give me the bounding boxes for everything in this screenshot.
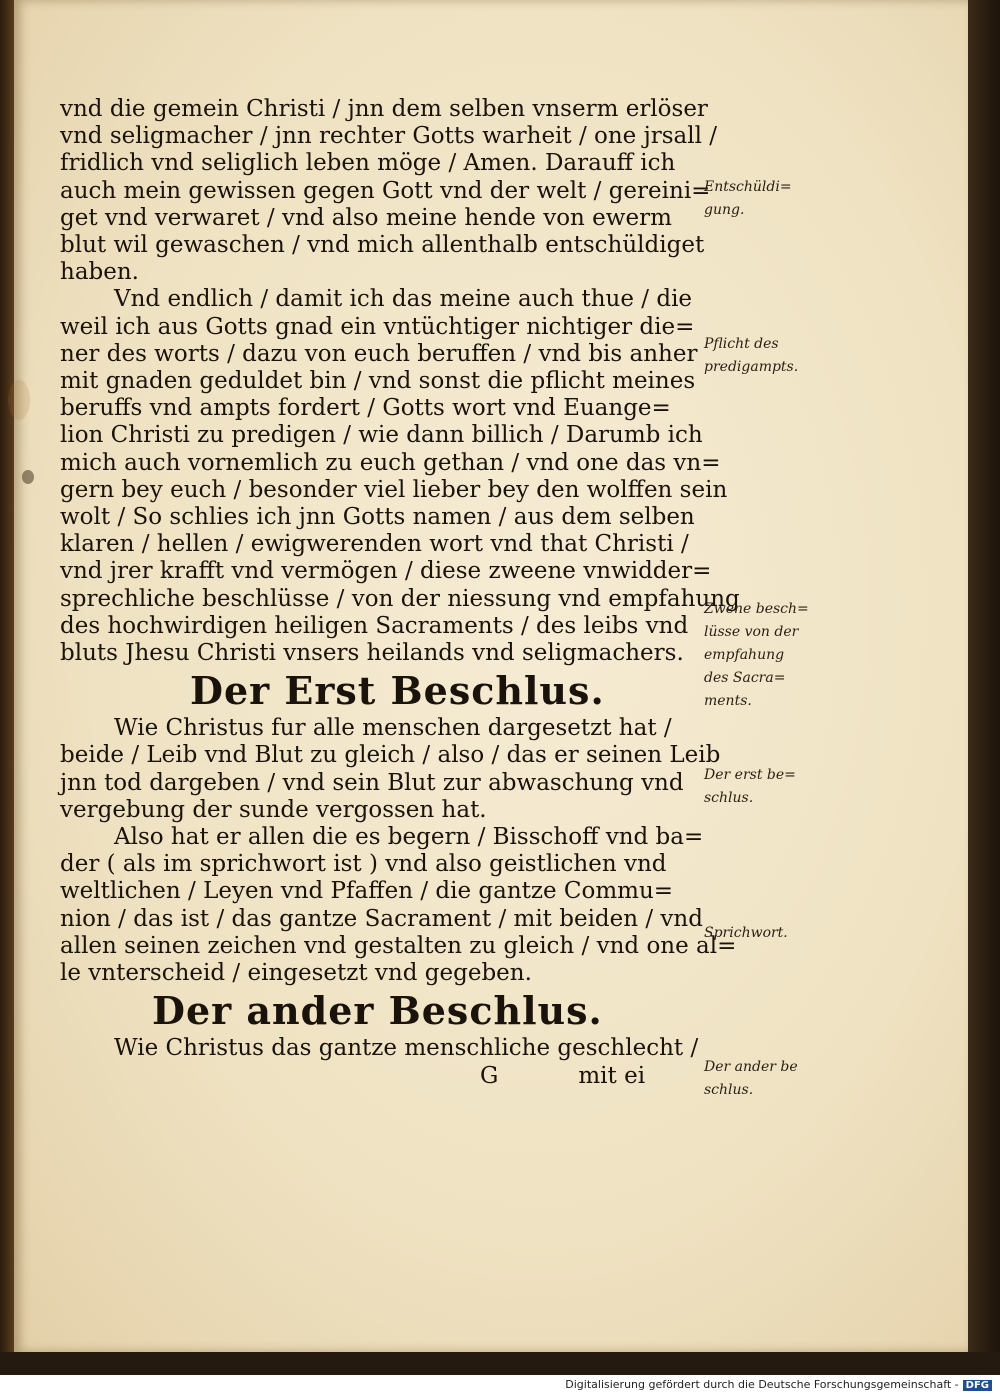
margin-note-line: Der ander be: [704, 1059, 798, 1075]
text-line: vnd die gemein Christi / jnn dem selben vnserm erlöser: [60, 96, 708, 122]
section-heading-1: Der Erst Beschlus.: [190, 668, 605, 714]
text-line: allen seinen zeichen vnd gestalten zu gleich / vnd one al=: [60, 932, 737, 959]
text-line: le vnterscheid / eingesetzt vnd gegeben.: [60, 960, 532, 987]
text-line: weil ich aus Gotts gnad ein vntüchtiger nichtiger die=: [60, 313, 695, 340]
section-heading-2: Der ander Beschlus.: [152, 988, 603, 1034]
paragraph-3: [60, 715, 721, 824]
paragraph-4: [60, 824, 737, 987]
margin-note-6: [704, 1056, 798, 1102]
text-line: jnn tod dargeben / vnd sein Blut zur abwaschung vnd: [60, 769, 684, 796]
text-line: gern bey euch / besonder viel lieber bey den wolffen sein: [60, 476, 728, 503]
text-line: sprechliche beschlüsse / von der niessung vnd empfahung: [60, 585, 740, 612]
text-line: Also hat er allen die es begern / Bisschoff vnd ba=: [114, 824, 704, 851]
dfg-credit: [565, 1378, 992, 1391]
paragraph-2: [60, 286, 740, 667]
text-line: weltlichen / Leyen vnd Pfaffen / die gantze Commu=: [60, 878, 674, 905]
text-line: wolt / So schlies ich jnn Gotts namen / aus dem selben: [60, 504, 695, 531]
text-line: beide / Leib vnd Blut zu gleich / also / das er seinen Leib: [60, 742, 721, 769]
margin-note-line: ments.: [704, 693, 752, 709]
dfg-logo: DFG: [963, 1380, 992, 1391]
text-line: Wie Christus das gantze menschliche geschlecht /: [114, 1035, 699, 1062]
credit-text: Digitalisierung gefördert durch die Deutsche Forschungsgemeinschaft -: [565, 1378, 959, 1391]
text-line: vnd jrer krafft vnd vermögen / diese zweene vnwidder=: [60, 558, 712, 585]
text-line: vnd seligmacher / jnn rechter Gotts warheit / one jrsall /: [60, 123, 718, 150]
scan-border-bottom: [0, 1352, 1000, 1375]
ink-spot: [22, 470, 34, 484]
text-line: Vnd endlich / damit ich das meine auch thue / die: [114, 286, 693, 313]
scan-border-right: [968, 0, 1000, 1375]
text-line: auch mein gewissen gegen Gott vnd der welt / gereini=: [60, 177, 711, 204]
margin-note-4: [704, 764, 796, 810]
text-line: bluts Jhesu Christi vnsers heilands vnd seligmachers.: [60, 640, 684, 667]
margin-note-line: gung.: [704, 202, 745, 218]
margin-note-line: Der erst be=: [704, 767, 796, 783]
margin-note-line: schlus.: [704, 1082, 754, 1098]
text-line: vergebung der sunde vergossen hat.: [60, 796, 487, 823]
paper-stain: [8, 380, 30, 420]
text-line: mit gnaden geduldet bin / vnd sonst die pflicht meines: [60, 368, 696, 395]
margin-note-2: [704, 333, 798, 379]
margin-note-line: predigampts.: [704, 359, 799, 375]
margin-note-5: [704, 922, 788, 945]
margin-note-line: lüsse von der: [704, 624, 799, 640]
catchword: mit ei: [578, 1062, 646, 1089]
text-line: lion Christi zu predigen / wie dann billich / Darumb ich: [60, 422, 703, 449]
margin-note-1: [704, 176, 792, 222]
signature-mark: G: [480, 1062, 499, 1089]
paragraph-5: [60, 1035, 710, 1062]
text-line: Wie Christus fur alle menschen dargesetzt hat /: [114, 715, 672, 742]
margin-note-line: Sprichwort.: [704, 925, 788, 941]
text-line: haben.: [60, 259, 139, 286]
text-line: mich auch vornemlich zu euch gethan / vnd one das vn=: [60, 449, 721, 476]
margin-note-line: empfahung: [704, 647, 785, 663]
margin-note-line: Zwene besch=: [704, 601, 809, 617]
text-line: beruffs vnd ampts fordert / Gotts wort vnd Euange=: [60, 395, 671, 422]
margin-note-line: des Sacra=: [704, 670, 786, 686]
page-footer-line: [60, 1063, 710, 1090]
margin-note-line: Pflicht des: [704, 336, 779, 352]
margin-note-line: schlus.: [704, 790, 754, 806]
margin-note-line: Entschüldi=: [704, 179, 792, 195]
scan-border-left: [0, 0, 14, 1375]
text-line: klaren / hellen / ewigwerenden wort vnd that Christi /: [60, 531, 689, 558]
text-line: blut wil gewaschen / vnd mich allenthalb entschüldiget: [60, 232, 705, 259]
text-line: nion / das ist / das gantze Sacrament / mit beiden / vnd: [60, 905, 703, 932]
text-line: ner des worts / dazu von euch beruffen / vnd bis anher: [60, 340, 698, 367]
text-line: get vnd verwaret / vnd also meine hende von ewerm: [60, 204, 672, 231]
paragraph-1: [60, 96, 718, 286]
text-line: fridlich vnd seliglich leben möge / Amen. Darauff ich: [60, 150, 676, 177]
text-line: der ( als im sprichwort ist ) vnd also geistlichen vnd: [60, 851, 667, 878]
text-line: des hochwirdigen heiligen Sacraments / des leibs vnd: [60, 612, 689, 639]
margin-note-3: [704, 598, 809, 713]
